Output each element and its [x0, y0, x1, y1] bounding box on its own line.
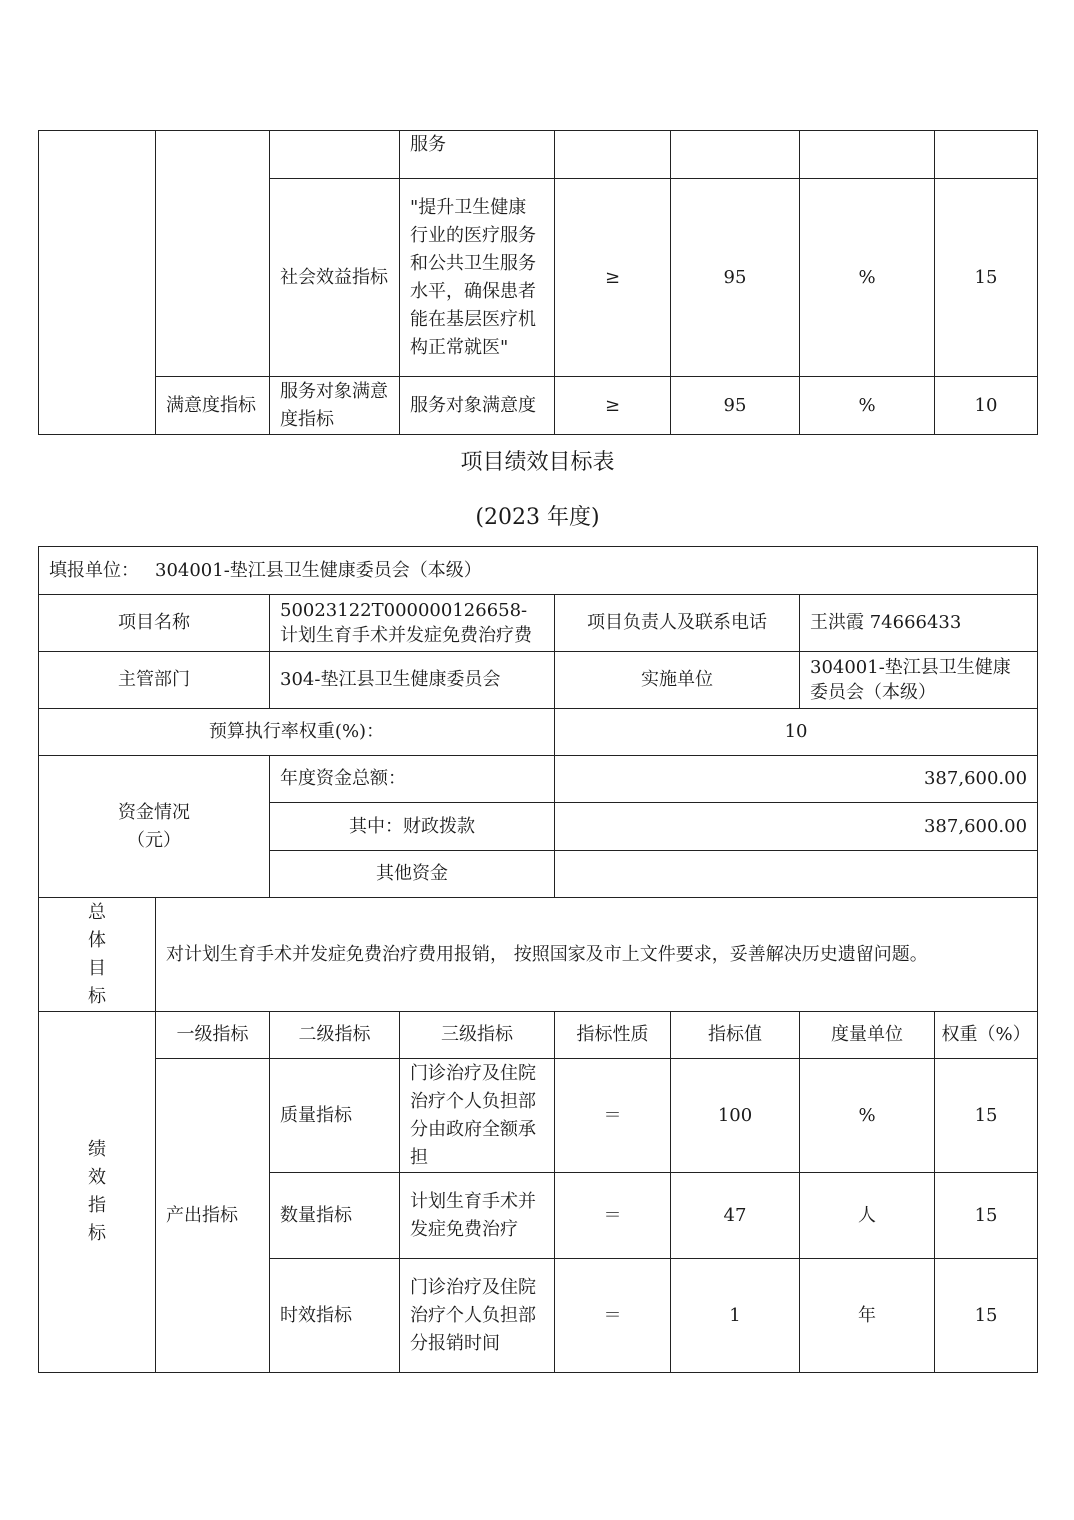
indicator-unit: %	[800, 1059, 935, 1173]
prev-cell	[555, 131, 671, 179]
owner-value: 王洪霞 74666433	[800, 595, 1038, 652]
prev-cell	[671, 131, 800, 179]
project-row	[39, 595, 1038, 652]
fiscal-label: 其中：财政拨款	[270, 803, 555, 851]
dept-row	[39, 652, 1038, 709]
goal-row	[39, 898, 1038, 1012]
prev-value: 95	[671, 377, 800, 435]
prev-nature: ≥	[555, 179, 671, 377]
funds-unit: （元）	[127, 829, 181, 851]
indicator-value: 1	[671, 1259, 800, 1373]
other-label: 其他资金	[270, 851, 555, 898]
annual-total-value: 387,600.00	[555, 756, 1038, 803]
annual-total-label: 年度资金总额：	[270, 756, 555, 803]
prev-l3: "提升卫生健康行业的医疗服务和公共卫生服务 水平，确保患者能在基层医疗机构正常就医"	[400, 179, 555, 377]
budget-rate-value: 10	[555, 709, 1038, 756]
page-subtitle: (2023 年度)	[475, 505, 600, 530]
prev-row-1	[39, 131, 1038, 179]
funds-label-cell	[39, 756, 270, 898]
indicator-weight: 15	[935, 1259, 1038, 1373]
goal-label-char: 体	[88, 929, 106, 951]
goal-text: 对计划生育手术并发症免费治疗费用报销， 按照国家及市上文件要求，妥善解决历史遗留问题。	[156, 898, 1038, 1012]
dept-value: 304-垫江县卫生健康委员会	[270, 652, 555, 709]
other-value	[555, 851, 1038, 898]
indicator-l2: 时效指标	[270, 1259, 400, 1373]
header-value: 指标值	[671, 1012, 800, 1059]
prev-row-3	[39, 377, 1038, 435]
prev-nature: ≥	[555, 377, 671, 435]
project-name-value: 50023122T000000126658-计划生育手术并发症免费治疗费	[270, 595, 555, 652]
prev-l2: 社会效益指标	[270, 179, 400, 377]
goal-label-char: 目	[88, 957, 106, 979]
indicator-value: 100	[671, 1059, 800, 1173]
prev-l3: 服务对象满意度	[400, 377, 555, 435]
header-weight: 权重（%）	[935, 1012, 1038, 1059]
indicator-nature: ＝	[555, 1173, 671, 1259]
budget-rate-label: 预算执行率权重(%)：	[39, 709, 555, 756]
indicator-l3: 门诊治疗及住院治疗个人负担部分由政府全额承担	[400, 1059, 555, 1173]
header-level3: 三级指标	[400, 1012, 555, 1059]
page-title: 项目绩效目标表	[460, 450, 615, 475]
performance-table	[38, 546, 1038, 1373]
funds-total-row	[39, 756, 1038, 803]
owner-label: 项目负责人及联系电话	[555, 595, 800, 652]
impl-value: 304001-垫江县卫生健康委员会（本级）	[800, 652, 1038, 709]
perf-label-char: 效	[88, 1167, 106, 1188]
indicator-value: 47	[671, 1173, 800, 1259]
indicator-nature: ＝	[555, 1059, 671, 1173]
goal-label-char: 标	[88, 985, 106, 1007]
goal-label-char: 总	[88, 901, 106, 923]
header-nature: 指标性质	[555, 1012, 671, 1059]
prev-l1: 满意度指标	[156, 377, 270, 435]
budget-rate-row	[39, 709, 1038, 756]
perf-label-cell	[39, 1012, 156, 1373]
indicator-unit: 人	[800, 1173, 935, 1259]
unit-cell	[39, 547, 1038, 595]
prev-unit: %	[800, 377, 935, 435]
header-level2: 二级指标	[270, 1012, 400, 1059]
prev-cell-empty	[156, 131, 270, 377]
perf-label-char: 标	[88, 1223, 106, 1244]
indicator-l3: 计划生育手术并发症免费治疗	[400, 1173, 555, 1259]
impl-label: 实施单位	[555, 652, 800, 709]
project-name-label: 项目名称	[39, 595, 270, 652]
indicator-l2: 数量指标	[270, 1173, 400, 1259]
perf-label-char: 指	[88, 1195, 106, 1216]
prev-l2: 服务对象满意度指标	[270, 377, 400, 435]
indicator-nature: ＝	[555, 1259, 671, 1373]
prev-weight: 15	[935, 179, 1038, 377]
dept-label: 主管部门	[39, 652, 270, 709]
unit-label: 填报单位：	[49, 559, 139, 581]
indicator-weight: 15	[935, 1059, 1038, 1173]
prev-weight: 10	[935, 377, 1038, 435]
goal-label-cell	[39, 898, 156, 1012]
prev-value: 95	[671, 179, 800, 377]
prev-cell-empty	[39, 131, 156, 435]
prev-unit: %	[800, 179, 935, 377]
prev-cell	[800, 131, 935, 179]
level1-output: 产出指标	[156, 1059, 270, 1373]
perf-label-char: 绩	[88, 1139, 106, 1160]
unit-value: 304001-垫江县卫生健康委员会（本级）	[155, 559, 482, 581]
header-unit: 度量单位	[800, 1012, 935, 1059]
indicator-row	[39, 1059, 1038, 1173]
prev-cell	[935, 131, 1038, 179]
indicator-unit: 年	[800, 1259, 935, 1373]
header-level1: 一级指标	[156, 1012, 270, 1059]
indicator-l3: 门诊治疗及住院治疗个人负担部分报销时间	[400, 1259, 555, 1373]
indicator-weight: 15	[935, 1173, 1038, 1259]
indicator-header-row	[39, 1012, 1038, 1059]
indicator-l2: 质量指标	[270, 1059, 400, 1173]
unit-row	[39, 547, 1038, 595]
prev-table	[38, 130, 1038, 435]
funds-label: 资金情况	[118, 801, 190, 823]
fiscal-value: 387,600.00	[555, 803, 1038, 851]
prev-cell-empty	[270, 131, 400, 179]
prev-l3: 服务	[400, 131, 555, 179]
